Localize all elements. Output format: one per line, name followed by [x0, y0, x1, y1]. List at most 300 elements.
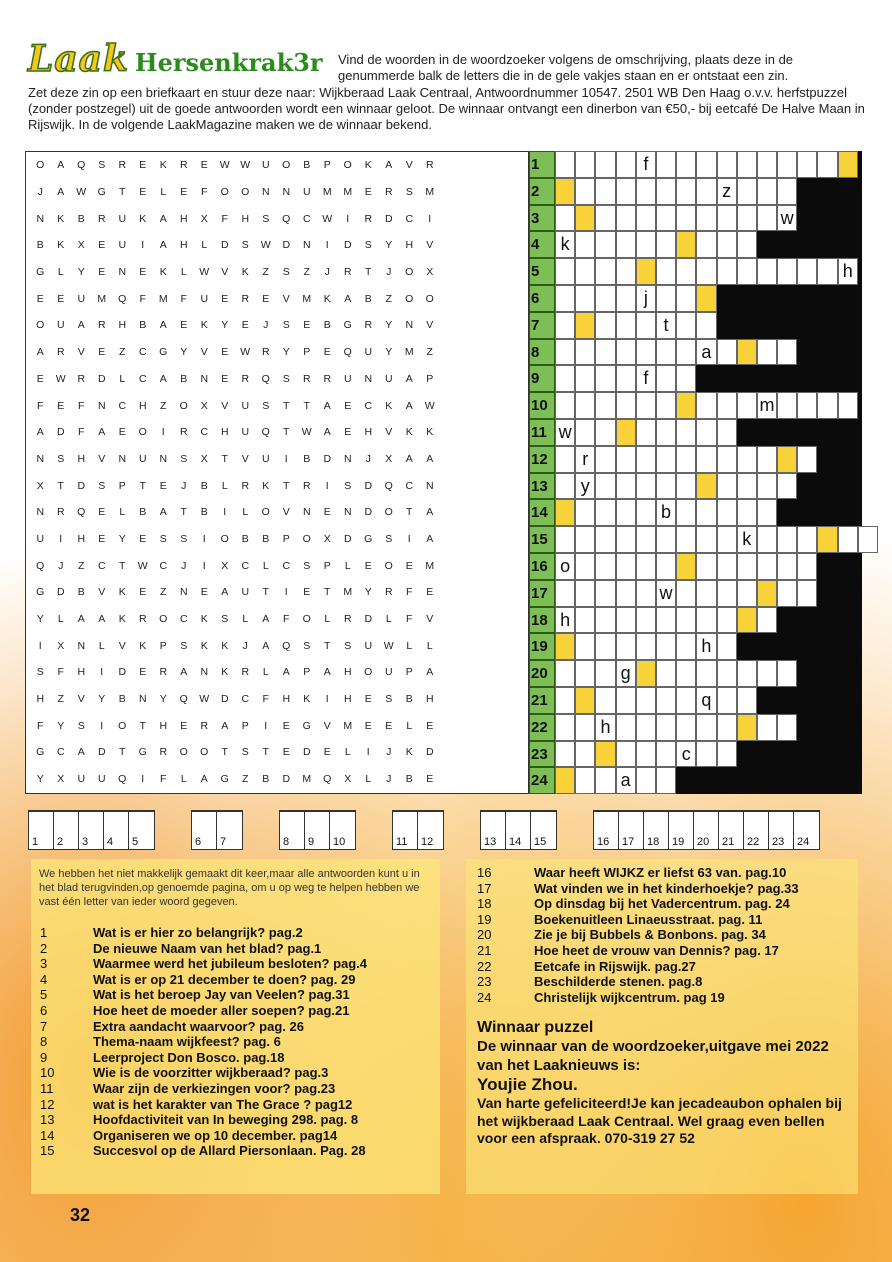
- answer-cell[interactable]: [656, 151, 676, 178]
- answer-cell[interactable]: [595, 285, 615, 312]
- answer-cell[interactable]: [676, 446, 696, 473]
- answer-cell[interactable]: [595, 607, 615, 634]
- answer-cell[interactable]: [696, 526, 716, 553]
- answer-cell[interactable]: [595, 312, 615, 339]
- answer-cell[interactable]: [575, 580, 595, 607]
- answer-cell[interactable]: [696, 553, 716, 580]
- answer-cell-highlight[interactable]: [555, 633, 575, 660]
- answer-cell[interactable]: [757, 660, 777, 687]
- answer-cell[interactable]: r: [575, 446, 595, 473]
- answer-cell-highlight[interactable]: [696, 285, 716, 312]
- answer-cell[interactable]: [616, 607, 636, 634]
- answer-cell[interactable]: [757, 178, 777, 205]
- answer-cell[interactable]: [717, 633, 737, 660]
- answer-cell[interactable]: [636, 446, 656, 473]
- answer-cell[interactable]: [595, 419, 615, 446]
- answer-cell[interactable]: [616, 687, 636, 714]
- answer-cell[interactable]: [676, 285, 696, 312]
- answer-cell[interactable]: [717, 660, 737, 687]
- answer-cell[interactable]: [575, 151, 595, 178]
- answer-cell[interactable]: [616, 473, 636, 500]
- answer-cell[interactable]: [777, 392, 797, 419]
- answer-cell-highlight[interactable]: [676, 553, 696, 580]
- answer-cell[interactable]: [696, 312, 716, 339]
- answer-cell[interactable]: [575, 231, 595, 258]
- answer-cell-highlight[interactable]: [555, 767, 575, 794]
- answer-cell[interactable]: [676, 365, 696, 392]
- answer-cell[interactable]: [575, 607, 595, 634]
- answer-cell[interactable]: [717, 607, 737, 634]
- answer-cell[interactable]: [636, 607, 656, 634]
- answer-cell[interactable]: [777, 178, 797, 205]
- answer-cell[interactable]: [676, 312, 696, 339]
- answer-cell[interactable]: [555, 392, 575, 419]
- answer-cell[interactable]: h: [838, 258, 858, 285]
- answer-cell[interactable]: [757, 205, 777, 232]
- answer-cell-highlight[interactable]: [575, 205, 595, 232]
- answer-cell[interactable]: m: [757, 392, 777, 419]
- answer-cell[interactable]: t: [656, 312, 676, 339]
- answer-cell[interactable]: [636, 714, 656, 741]
- answer-cell[interactable]: [656, 767, 676, 794]
- answer-cell[interactable]: [575, 339, 595, 366]
- answer-cell[interactable]: [757, 526, 777, 553]
- answer-cell[interactable]: [555, 258, 575, 285]
- answer-cell-highlight[interactable]: [838, 151, 858, 178]
- answer-cell[interactable]: [757, 473, 777, 500]
- answer-cell[interactable]: [696, 714, 716, 741]
- answer-cell[interactable]: [737, 258, 757, 285]
- answer-cell[interactable]: [555, 660, 575, 687]
- answer-cell[interactable]: [636, 231, 656, 258]
- answer-cell[interactable]: [656, 607, 676, 634]
- answer-cell[interactable]: [636, 178, 656, 205]
- answer-cell[interactable]: [757, 339, 777, 366]
- answer-cell[interactable]: [595, 151, 615, 178]
- answer-cell[interactable]: [676, 258, 696, 285]
- solution-cell[interactable]: [305, 812, 330, 849]
- answer-cell[interactable]: [595, 660, 615, 687]
- answer-cell[interactable]: [595, 767, 615, 794]
- answer-cell[interactable]: [595, 258, 615, 285]
- answer-cell-highlight[interactable]: [616, 419, 636, 446]
- word-search-letter: K: [405, 426, 413, 439]
- answer-cell[interactable]: [555, 526, 575, 553]
- answer-cell[interactable]: [555, 473, 575, 500]
- answer-cell[interactable]: [555, 365, 575, 392]
- answer-cell[interactable]: a: [616, 767, 636, 794]
- answer-cell[interactable]: [737, 151, 757, 178]
- answer-cell[interactable]: [555, 151, 575, 178]
- answer-cell[interactable]: [696, 499, 716, 526]
- answer-cell[interactable]: [676, 499, 696, 526]
- clue-number: 20: [477, 927, 492, 943]
- answer-cell[interactable]: [656, 714, 676, 741]
- answer-cell[interactable]: [555, 205, 575, 232]
- answer-cell[interactable]: [575, 633, 595, 660]
- answer-cell[interactable]: [797, 553, 817, 580]
- answer-cell[interactable]: [616, 633, 636, 660]
- answer-cell[interactable]: [737, 687, 757, 714]
- answer-cell[interactable]: [636, 205, 656, 232]
- answer-cell[interactable]: [717, 553, 737, 580]
- answer-cell[interactable]: [636, 473, 656, 500]
- answer-cell[interactable]: [595, 205, 615, 232]
- answer-cell[interactable]: [656, 258, 676, 285]
- answer-cell[interactable]: [575, 767, 595, 794]
- answer-cell[interactable]: [817, 258, 837, 285]
- answer-cell[interactable]: [717, 580, 737, 607]
- answer-cell[interactable]: [757, 714, 777, 741]
- answer-cell[interactable]: [636, 580, 656, 607]
- answer-cell[interactable]: [676, 178, 696, 205]
- answer-cell[interactable]: [595, 231, 615, 258]
- answer-cell-highlight[interactable]: [737, 714, 757, 741]
- answer-cell[interactable]: [757, 499, 777, 526]
- solution-cell[interactable]: [104, 812, 129, 849]
- answer-cell[interactable]: [555, 312, 575, 339]
- answer-cell[interactable]: [616, 553, 636, 580]
- word-search-letter: G: [343, 319, 352, 332]
- answer-cell[interactable]: [737, 231, 757, 258]
- solution-cell[interactable]: [418, 812, 443, 849]
- answer-cell[interactable]: [797, 526, 817, 553]
- answer-cell[interactable]: [777, 526, 797, 553]
- answer-cell[interactable]: [616, 312, 636, 339]
- answer-cell[interactable]: [575, 741, 595, 768]
- answer-cell[interactable]: [555, 339, 575, 366]
- answer-cell[interactable]: [616, 285, 636, 312]
- answer-cell[interactable]: [676, 687, 696, 714]
- answer-cell[interactable]: [595, 392, 615, 419]
- answer-cell[interactable]: k: [737, 526, 757, 553]
- answer-cell[interactable]: [636, 687, 656, 714]
- answer-cell[interactable]: [616, 499, 636, 526]
- answer-cell[interactable]: [717, 339, 737, 366]
- answer-cell-highlight[interactable]: [575, 312, 595, 339]
- answer-cell[interactable]: [595, 178, 615, 205]
- answer-cell[interactable]: [676, 339, 696, 366]
- answer-cell[interactable]: [717, 392, 737, 419]
- answer-cell[interactable]: [676, 633, 696, 660]
- answer-cell[interactable]: [737, 499, 757, 526]
- answer-cell[interactable]: [817, 151, 837, 178]
- answer-cell[interactable]: [676, 526, 696, 553]
- answer-cell[interactable]: [717, 687, 737, 714]
- answer-cell[interactable]: [797, 151, 817, 178]
- answer-cell[interactable]: w: [656, 580, 676, 607]
- answer-cell[interactable]: j: [636, 285, 656, 312]
- answer-cell[interactable]: [595, 633, 615, 660]
- answer-cell[interactable]: [595, 473, 615, 500]
- solution-cell[interactable]: [481, 812, 506, 849]
- answer-cell[interactable]: [656, 741, 676, 768]
- answer-cell[interactable]: [817, 392, 837, 419]
- answer-cell[interactable]: [636, 499, 656, 526]
- answer-cell[interactable]: [656, 526, 676, 553]
- answer-cell[interactable]: h: [595, 714, 615, 741]
- solution-cell[interactable]: [794, 812, 819, 849]
- solution-cell[interactable]: [531, 812, 556, 849]
- answer-cell-highlight[interactable]: [817, 526, 837, 553]
- answer-cell[interactable]: [777, 660, 797, 687]
- answer-cell[interactable]: [777, 714, 797, 741]
- answer-cell[interactable]: [656, 687, 676, 714]
- answer-cell[interactable]: [555, 580, 575, 607]
- answer-cell[interactable]: [595, 553, 615, 580]
- answer-cell[interactable]: [717, 419, 737, 446]
- word-search-letter: A: [323, 666, 331, 679]
- answer-cell[interactable]: o: [555, 553, 575, 580]
- answer-cell[interactable]: g: [616, 660, 636, 687]
- solution-cell[interactable]: [330, 812, 355, 849]
- solution-cell[interactable]: [644, 812, 669, 849]
- answer-cell[interactable]: [858, 526, 878, 553]
- answer-cell[interactable]: [656, 660, 676, 687]
- answer-cell[interactable]: [737, 446, 757, 473]
- answer-cell[interactable]: [737, 178, 757, 205]
- solution-cell[interactable]: [619, 812, 644, 849]
- answer-cell[interactable]: [777, 151, 797, 178]
- answer-cell[interactable]: [717, 151, 737, 178]
- answer-cell[interactable]: [676, 205, 696, 232]
- answer-cell[interactable]: [656, 285, 676, 312]
- answer-cell[interactable]: [676, 714, 696, 741]
- answer-cell[interactable]: [595, 526, 615, 553]
- answer-cell[interactable]: [777, 473, 797, 500]
- solution-cell[interactable]: [506, 812, 531, 849]
- solution-cell[interactable]: [192, 812, 217, 849]
- answer-cell[interactable]: [757, 446, 777, 473]
- answer-cell[interactable]: [717, 231, 737, 258]
- answer-cell[interactable]: [636, 312, 656, 339]
- answer-cell[interactable]: [595, 365, 615, 392]
- answer-cell[interactable]: [656, 178, 676, 205]
- answer-cell[interactable]: [595, 499, 615, 526]
- answer-cell[interactable]: [696, 205, 716, 232]
- answer-cell[interactable]: [575, 258, 595, 285]
- answer-cell[interactable]: c: [676, 741, 696, 768]
- solution-cell[interactable]: [217, 812, 242, 849]
- answer-cell[interactable]: [656, 339, 676, 366]
- answer-cell[interactable]: [555, 714, 575, 741]
- answer-cell[interactable]: [838, 392, 858, 419]
- answer-cell[interactable]: [777, 580, 797, 607]
- solution-cell[interactable]: [79, 812, 104, 849]
- answer-cell[interactable]: [575, 526, 595, 553]
- answer-cell[interactable]: [636, 553, 656, 580]
- solution-cell[interactable]: [54, 812, 79, 849]
- answer-cell[interactable]: [555, 285, 575, 312]
- answer-cell[interactable]: [737, 580, 757, 607]
- answer-cell[interactable]: [676, 580, 696, 607]
- answer-cell[interactable]: [757, 258, 777, 285]
- answer-cell[interactable]: [696, 231, 716, 258]
- answer-cell[interactable]: [575, 714, 595, 741]
- answer-cell[interactable]: [595, 687, 615, 714]
- answer-cell[interactable]: [737, 553, 757, 580]
- answer-cell[interactable]: b: [656, 499, 676, 526]
- answer-cell[interactable]: [636, 339, 656, 366]
- answer-cell[interactable]: [575, 553, 595, 580]
- answer-cell[interactable]: [676, 419, 696, 446]
- answer-cell-highlight[interactable]: [555, 178, 575, 205]
- answer-cell[interactable]: f: [636, 151, 656, 178]
- answer-cell-highlight[interactable]: [696, 473, 716, 500]
- answer-cell[interactable]: [616, 392, 636, 419]
- answer-cell[interactable]: [717, 714, 737, 741]
- answer-cell[interactable]: [838, 526, 858, 553]
- answer-cell[interactable]: y: [575, 473, 595, 500]
- answer-cell-highlight[interactable]: [595, 741, 615, 768]
- answer-cell[interactable]: [595, 339, 615, 366]
- answer-cell[interactable]: [696, 151, 716, 178]
- solution-cell[interactable]: [694, 812, 719, 849]
- answer-cell[interactable]: [656, 633, 676, 660]
- answer-cell-highlight[interactable]: [636, 258, 656, 285]
- answer-cell-highlight[interactable]: [737, 339, 757, 366]
- answer-cell[interactable]: [616, 365, 636, 392]
- answer-cell[interactable]: [696, 580, 716, 607]
- answer-cell[interactable]: [575, 365, 595, 392]
- answer-cell[interactable]: [676, 473, 696, 500]
- answer-cell[interactable]: [616, 151, 636, 178]
- answer-cell[interactable]: [575, 178, 595, 205]
- solution-cell[interactable]: [393, 812, 418, 849]
- answer-cell[interactable]: [696, 660, 716, 687]
- answer-cell[interactable]: [575, 285, 595, 312]
- answer-cell[interactable]: h: [555, 607, 575, 634]
- answer-cell[interactable]: [777, 258, 797, 285]
- word-search-letter: G: [36, 746, 45, 759]
- answer-cell[interactable]: [595, 446, 615, 473]
- answer-cell[interactable]: [717, 205, 737, 232]
- answer-cell[interactable]: [676, 660, 696, 687]
- answer-cell[interactable]: [636, 741, 656, 768]
- answer-cell[interactable]: [696, 419, 716, 446]
- answer-cell[interactable]: [696, 741, 716, 768]
- answer-cell[interactable]: [797, 446, 817, 473]
- answer-cell[interactable]: [555, 446, 575, 473]
- answer-cell-highlight[interactable]: [636, 660, 656, 687]
- answer-cell-highlight[interactable]: [676, 231, 696, 258]
- answer-cell[interactable]: [717, 499, 737, 526]
- answer-cell[interactable]: [696, 258, 716, 285]
- answer-cell[interactable]: [696, 178, 716, 205]
- answer-cell[interactable]: [797, 392, 817, 419]
- answer-cell[interactable]: [636, 392, 656, 419]
- answer-cell[interactable]: [737, 660, 757, 687]
- answer-cell[interactable]: [555, 687, 575, 714]
- answer-cell[interactable]: [616, 714, 636, 741]
- answer-cell[interactable]: [656, 392, 676, 419]
- answer-cell[interactable]: h: [696, 633, 716, 660]
- answer-cell[interactable]: [757, 151, 777, 178]
- answer-cell[interactable]: [616, 178, 636, 205]
- answer-cell[interactable]: [616, 258, 636, 285]
- answer-cell[interactable]: [797, 258, 817, 285]
- answer-cell[interactable]: a: [696, 339, 716, 366]
- answer-cell[interactable]: [656, 419, 676, 446]
- answer-cell[interactable]: [636, 767, 656, 794]
- answer-cell[interactable]: [616, 231, 636, 258]
- answer-cell[interactable]: [575, 392, 595, 419]
- answer-cell[interactable]: [616, 339, 636, 366]
- solution-cell[interactable]: [769, 812, 794, 849]
- answer-cell[interactable]: [616, 741, 636, 768]
- answer-cell[interactable]: [636, 633, 656, 660]
- answer-cell[interactable]: [696, 392, 716, 419]
- answer-cell[interactable]: [656, 553, 676, 580]
- answer-cell[interactable]: w: [777, 205, 797, 232]
- answer-cell[interactable]: [575, 499, 595, 526]
- answer-cell[interactable]: [575, 660, 595, 687]
- solution-cell[interactable]: [29, 812, 54, 849]
- solution-cell[interactable]: [744, 812, 769, 849]
- answer-cell[interactable]: [616, 446, 636, 473]
- answer-cell[interactable]: f: [636, 365, 656, 392]
- answer-cell[interactable]: [717, 258, 737, 285]
- answer-cell[interactable]: [656, 473, 676, 500]
- answer-cell[interactable]: [717, 526, 737, 553]
- answer-cell[interactable]: [717, 473, 737, 500]
- solution-cell[interactable]: [669, 812, 694, 849]
- answer-cell[interactable]: [656, 205, 676, 232]
- answer-cell-highlight[interactable]: [676, 392, 696, 419]
- solution-cell[interactable]: [719, 812, 744, 849]
- answer-cell-highlight[interactable]: [777, 446, 797, 473]
- answer-cell[interactable]: q: [696, 687, 716, 714]
- answer-cell[interactable]: [656, 446, 676, 473]
- answer-cell[interactable]: [737, 473, 757, 500]
- answer-cell[interactable]: [636, 526, 656, 553]
- answer-cell[interactable]: [595, 580, 615, 607]
- answer-cell[interactable]: [777, 339, 797, 366]
- answer-cell[interactable]: [656, 231, 676, 258]
- answer-cell[interactable]: [676, 151, 696, 178]
- word-search-letter: L: [119, 372, 126, 385]
- solution-cell[interactable]: [594, 812, 619, 849]
- answer-cell[interactable]: [777, 553, 797, 580]
- answer-cell[interactable]: [757, 553, 777, 580]
- answer-cell-highlight[interactable]: [757, 580, 777, 607]
- answer-cell[interactable]: [636, 419, 656, 446]
- solution-cell[interactable]: [280, 812, 305, 849]
- answer-cell[interactable]: z: [717, 178, 737, 205]
- answer-cell[interactable]: [575, 419, 595, 446]
- answer-cell[interactable]: [717, 446, 737, 473]
- answer-cell-highlight[interactable]: [555, 499, 575, 526]
- answer-cell[interactable]: [717, 741, 737, 768]
- answer-cell[interactable]: [737, 205, 757, 232]
- answer-cell[interactable]: [737, 392, 757, 419]
- answer-cell[interactable]: [797, 580, 817, 607]
- answer-cell[interactable]: [616, 205, 636, 232]
- answer-cell-highlight[interactable]: [575, 687, 595, 714]
- answer-cell[interactable]: [616, 526, 636, 553]
- answer-cell[interactable]: w: [555, 419, 575, 446]
- answer-cell[interactable]: [696, 607, 716, 634]
- answer-cell[interactable]: [696, 446, 716, 473]
- answer-cell[interactable]: [676, 607, 696, 634]
- solution-cell[interactable]: [129, 812, 154, 849]
- answer-cell[interactable]: [656, 365, 676, 392]
- answer-cell[interactable]: [757, 607, 777, 634]
- answer-cell-highlight[interactable]: [737, 607, 757, 634]
- answer-cell[interactable]: [555, 741, 575, 768]
- answer-cell[interactable]: [616, 580, 636, 607]
- answer-cell[interactable]: k: [555, 231, 575, 258]
